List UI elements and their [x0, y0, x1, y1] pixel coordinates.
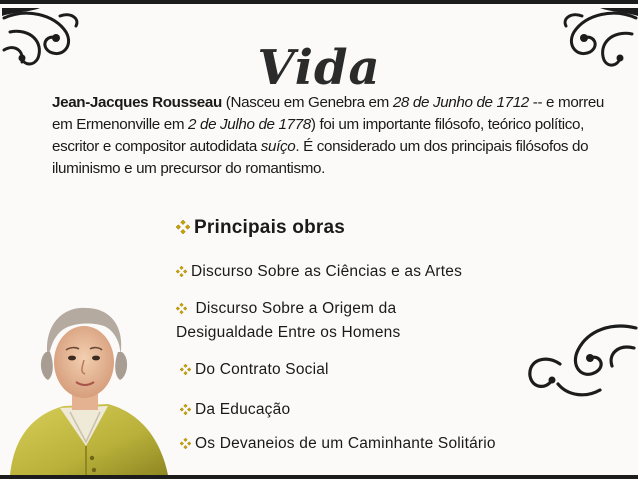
list-item — [176, 261, 462, 283]
intro-text: . É considerado um dos principais filósofos do iluminismo e um precursor do romantismo. — [52, 138, 589, 177]
page-title: Vida — [257, 40, 381, 97]
four-diamond-icon — [180, 404, 191, 415]
top-border — [0, 0, 638, 4]
list-item — [176, 298, 396, 320]
bottom-border — [0, 475, 638, 479]
portrait-image — [0, 296, 170, 475]
works-heading — [176, 215, 345, 241]
list-item-label: Discurso Sobre as Ciências e as Artes — [191, 263, 463, 280]
intro-text: ) foi um importante filósofo, teórico político, escritor e compositor autodidata — [52, 116, 584, 155]
list-item-label: Os Devaneios de um Caminhante Solitário — [195, 435, 496, 452]
author-name: Jean-Jacques Rousseau — [52, 94, 222, 111]
intro-text: (Nasceu em Genebra em — [221, 94, 393, 111]
four-diamond-icon — [176, 266, 187, 277]
flourish-ornament-icon — [520, 320, 638, 410]
works-heading-label: Principais obras — [194, 217, 346, 238]
four-diamond-icon — [180, 438, 191, 449]
nationality: suíço — [260, 138, 296, 155]
four-diamond-icon — [180, 364, 191, 375]
four-diamond-icon — [176, 303, 187, 314]
list-item-label: Da Educação — [195, 401, 291, 418]
list-item — [180, 359, 329, 381]
intro-paragraph — [52, 92, 612, 180]
birth-date: 28 de Junho de 1712 — [392, 94, 529, 111]
four-diamond-icon — [176, 220, 190, 234]
list-item — [180, 433, 496, 455]
list-item-continuation — [176, 322, 400, 344]
list-item — [180, 399, 290, 421]
list-item-label: Desigualdade Entre os Homens — [176, 324, 401, 341]
intro-text: -- e morreu em Ermenonville em — [52, 94, 605, 133]
list-item-label: Do Contrato Social — [195, 361, 329, 378]
list-item-label: Discurso Sobre a Origem da — [195, 300, 397, 317]
death-date: 2 de Julho de 1778 — [188, 116, 311, 133]
